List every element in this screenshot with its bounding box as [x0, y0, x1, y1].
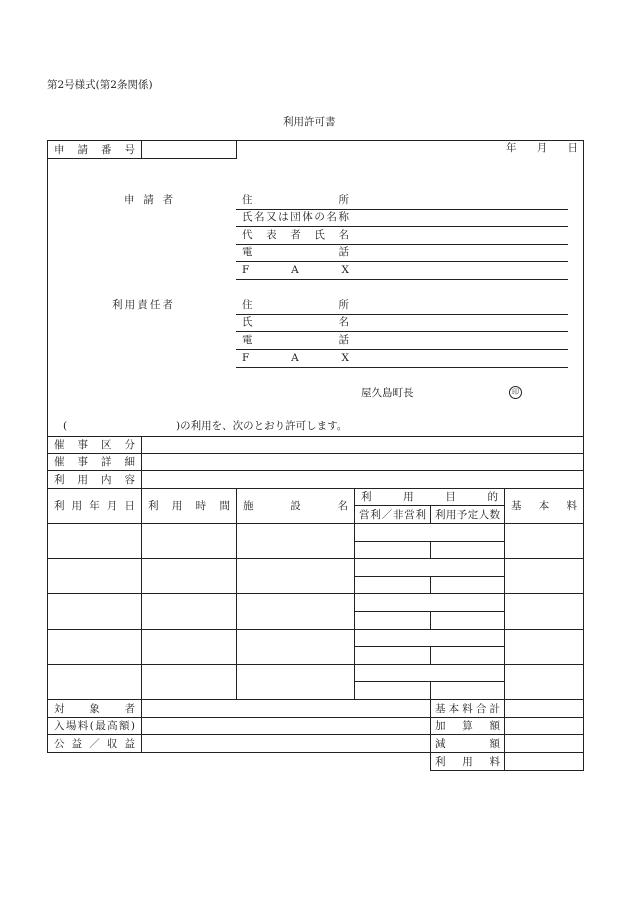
- statement-open-paren: (: [63, 420, 68, 432]
- header-purpose-cell: [354, 488, 530, 506]
- header-base-fee: 基本料: [511, 500, 595, 512]
- row5-facility-field: [236, 664, 355, 700]
- row4-profit-type-field: [354, 646, 431, 665]
- row4-attendees-field: [430, 646, 505, 665]
- row2-date-field: [47, 558, 142, 594]
- row2-time-field: [141, 558, 237, 594]
- discount-label: 減額: [435, 737, 544, 750]
- target-audience-label: 対象者: [54, 702, 160, 715]
- usage-fee-label: 利用料: [435, 755, 517, 768]
- event-detail-label: 催事詳細: [54, 456, 148, 468]
- base-fee-total-label-cell: [430, 699, 505, 718]
- event-category-label: 催事区分: [54, 439, 148, 451]
- responsible-phone-label: 電話: [242, 334, 435, 346]
- applicant-phone-line: [236, 261, 568, 262]
- header-profit-type: 営利／非営利: [359, 508, 427, 521]
- row1-date-field: [47, 523, 142, 559]
- header-usage-time: 利用時間: [148, 500, 244, 512]
- responsible-fax-line: [236, 367, 568, 368]
- header-facility: 施設名: [243, 500, 385, 512]
- header-usage-date-cell: [47, 488, 142, 524]
- surcharge-label-cell: [430, 717, 517, 735]
- row1-purpose-field: [354, 523, 505, 542]
- applicant-representative-line: [236, 244, 568, 245]
- discount-label-cell: [430, 734, 544, 753]
- row2-base-fee-field: [504, 558, 584, 594]
- applicant-name-line: [236, 226, 568, 227]
- public-profit-label: 公益／収益: [54, 737, 143, 750]
- row4-time-field: [141, 629, 237, 665]
- surcharge-field: [504, 717, 584, 735]
- seal-mark: 印: [509, 386, 522, 399]
- issuer-name: 屋久島町長: [361, 387, 414, 399]
- row4-facility-field: [236, 629, 355, 665]
- base-fee-total-field: [504, 699, 584, 718]
- row4-date-field: [47, 629, 142, 665]
- header-usage-time-cell: [141, 488, 244, 524]
- header-profit-type-cell: [354, 505, 431, 524]
- header-base-fee-cell: [504, 488, 595, 524]
- row2-attendees-field: [430, 576, 505, 594]
- row3-attendees-field: [430, 611, 505, 630]
- row5-time-field: [141, 664, 237, 700]
- form-title: 利用許可書: [283, 116, 336, 128]
- applicant-representative-label: 代表者氏名: [242, 229, 363, 241]
- header-attendees: 利用予定人数: [435, 508, 501, 521]
- application-number-label: 申請番号: [54, 143, 148, 156]
- target-audience-field: [141, 699, 431, 718]
- responsible-address-line: [236, 314, 568, 315]
- surcharge-label: 加算額: [435, 720, 517, 732]
- row5-base-fee-field: [504, 664, 584, 700]
- row2-profit-type-field: [354, 576, 431, 594]
- base-fee-total-label: 基本料合計: [435, 702, 504, 715]
- applicant-address-label: 住所: [242, 194, 435, 206]
- row1-facility-field: [236, 523, 355, 559]
- applicant-address-line: [236, 209, 568, 210]
- row1-time-field: [141, 523, 237, 559]
- responsible-fax-label: FAX: [242, 352, 392, 364]
- application-number-field: [141, 140, 237, 159]
- usage-content-label-cell: [47, 470, 148, 489]
- row3-time-field: [141, 593, 237, 630]
- target-audience-label-cell: [47, 699, 160, 718]
- row1-attendees-field: [430, 541, 505, 559]
- responsible-phone-line: [236, 349, 568, 350]
- event-detail-field: [141, 453, 584, 471]
- row3-purpose-field: [354, 593, 505, 612]
- event-detail-label-cell: [47, 453, 148, 471]
- row1-base-fee-field: [504, 523, 584, 559]
- applicant-name-label: 氏名又は団体の名称: [242, 211, 351, 223]
- row5-purpose-field: [354, 664, 505, 682]
- row2-facility-field: [236, 558, 355, 594]
- discount-field: [504, 734, 584, 753]
- header-purpose: 利用目的: [361, 491, 530, 503]
- row5-attendees-field: [430, 681, 505, 700]
- usage-fee-field: [504, 752, 584, 771]
- event-category-label-cell: [47, 436, 148, 454]
- date-label: 年月日: [506, 142, 599, 154]
- admission-fee-label-cell: [47, 717, 142, 735]
- applicant-fax-label: FAX: [242, 264, 392, 276]
- responsible-name-label: 氏名: [242, 316, 435, 328]
- row3-date-field: [47, 593, 142, 630]
- row3-profit-type-field: [354, 611, 431, 630]
- public-profit-field: [141, 734, 431, 753]
- applicant-heading: 申請者: [124, 194, 182, 206]
- row2-purpose-field: [354, 558, 505, 577]
- admission-fee-label: 入場料(最高額): [54, 720, 137, 732]
- application-number-label-cell: [47, 140, 148, 159]
- responsible-address-label: 住所: [242, 299, 435, 311]
- row1-profit-type-field: [354, 541, 431, 559]
- permission-statement: )の利用を、次のとおり許可します。: [176, 420, 348, 432]
- row4-purpose-field: [354, 629, 505, 647]
- responsible-person-heading: 利用責任者: [112, 299, 176, 311]
- header-attendees-cell: [430, 505, 505, 524]
- row3-facility-field: [236, 593, 355, 630]
- usage-content-label: 利用内容: [54, 473, 148, 486]
- form-number: 第2号様式(第2条関係): [47, 79, 153, 91]
- usage-fee-label-cell: [430, 752, 517, 771]
- header-facility-cell: [236, 488, 385, 524]
- responsible-name-line: [236, 331, 568, 332]
- applicant-section-box: [47, 140, 599, 437]
- admission-fee-field: [141, 717, 431, 735]
- row5-profit-type-field: [354, 681, 431, 700]
- applicant-fax-line: [236, 279, 568, 280]
- event-category-field: [141, 436, 584, 454]
- row4-base-fee-field: [504, 629, 584, 665]
- applicant-phone-label: 電話: [242, 246, 435, 258]
- public-profit-label-cell: [47, 734, 142, 753]
- row3-base-fee-field: [504, 593, 584, 630]
- header-usage-date: 利用年月日: [54, 500, 143, 512]
- usage-content-field: [141, 470, 584, 489]
- row5-date-field: [47, 664, 142, 700]
